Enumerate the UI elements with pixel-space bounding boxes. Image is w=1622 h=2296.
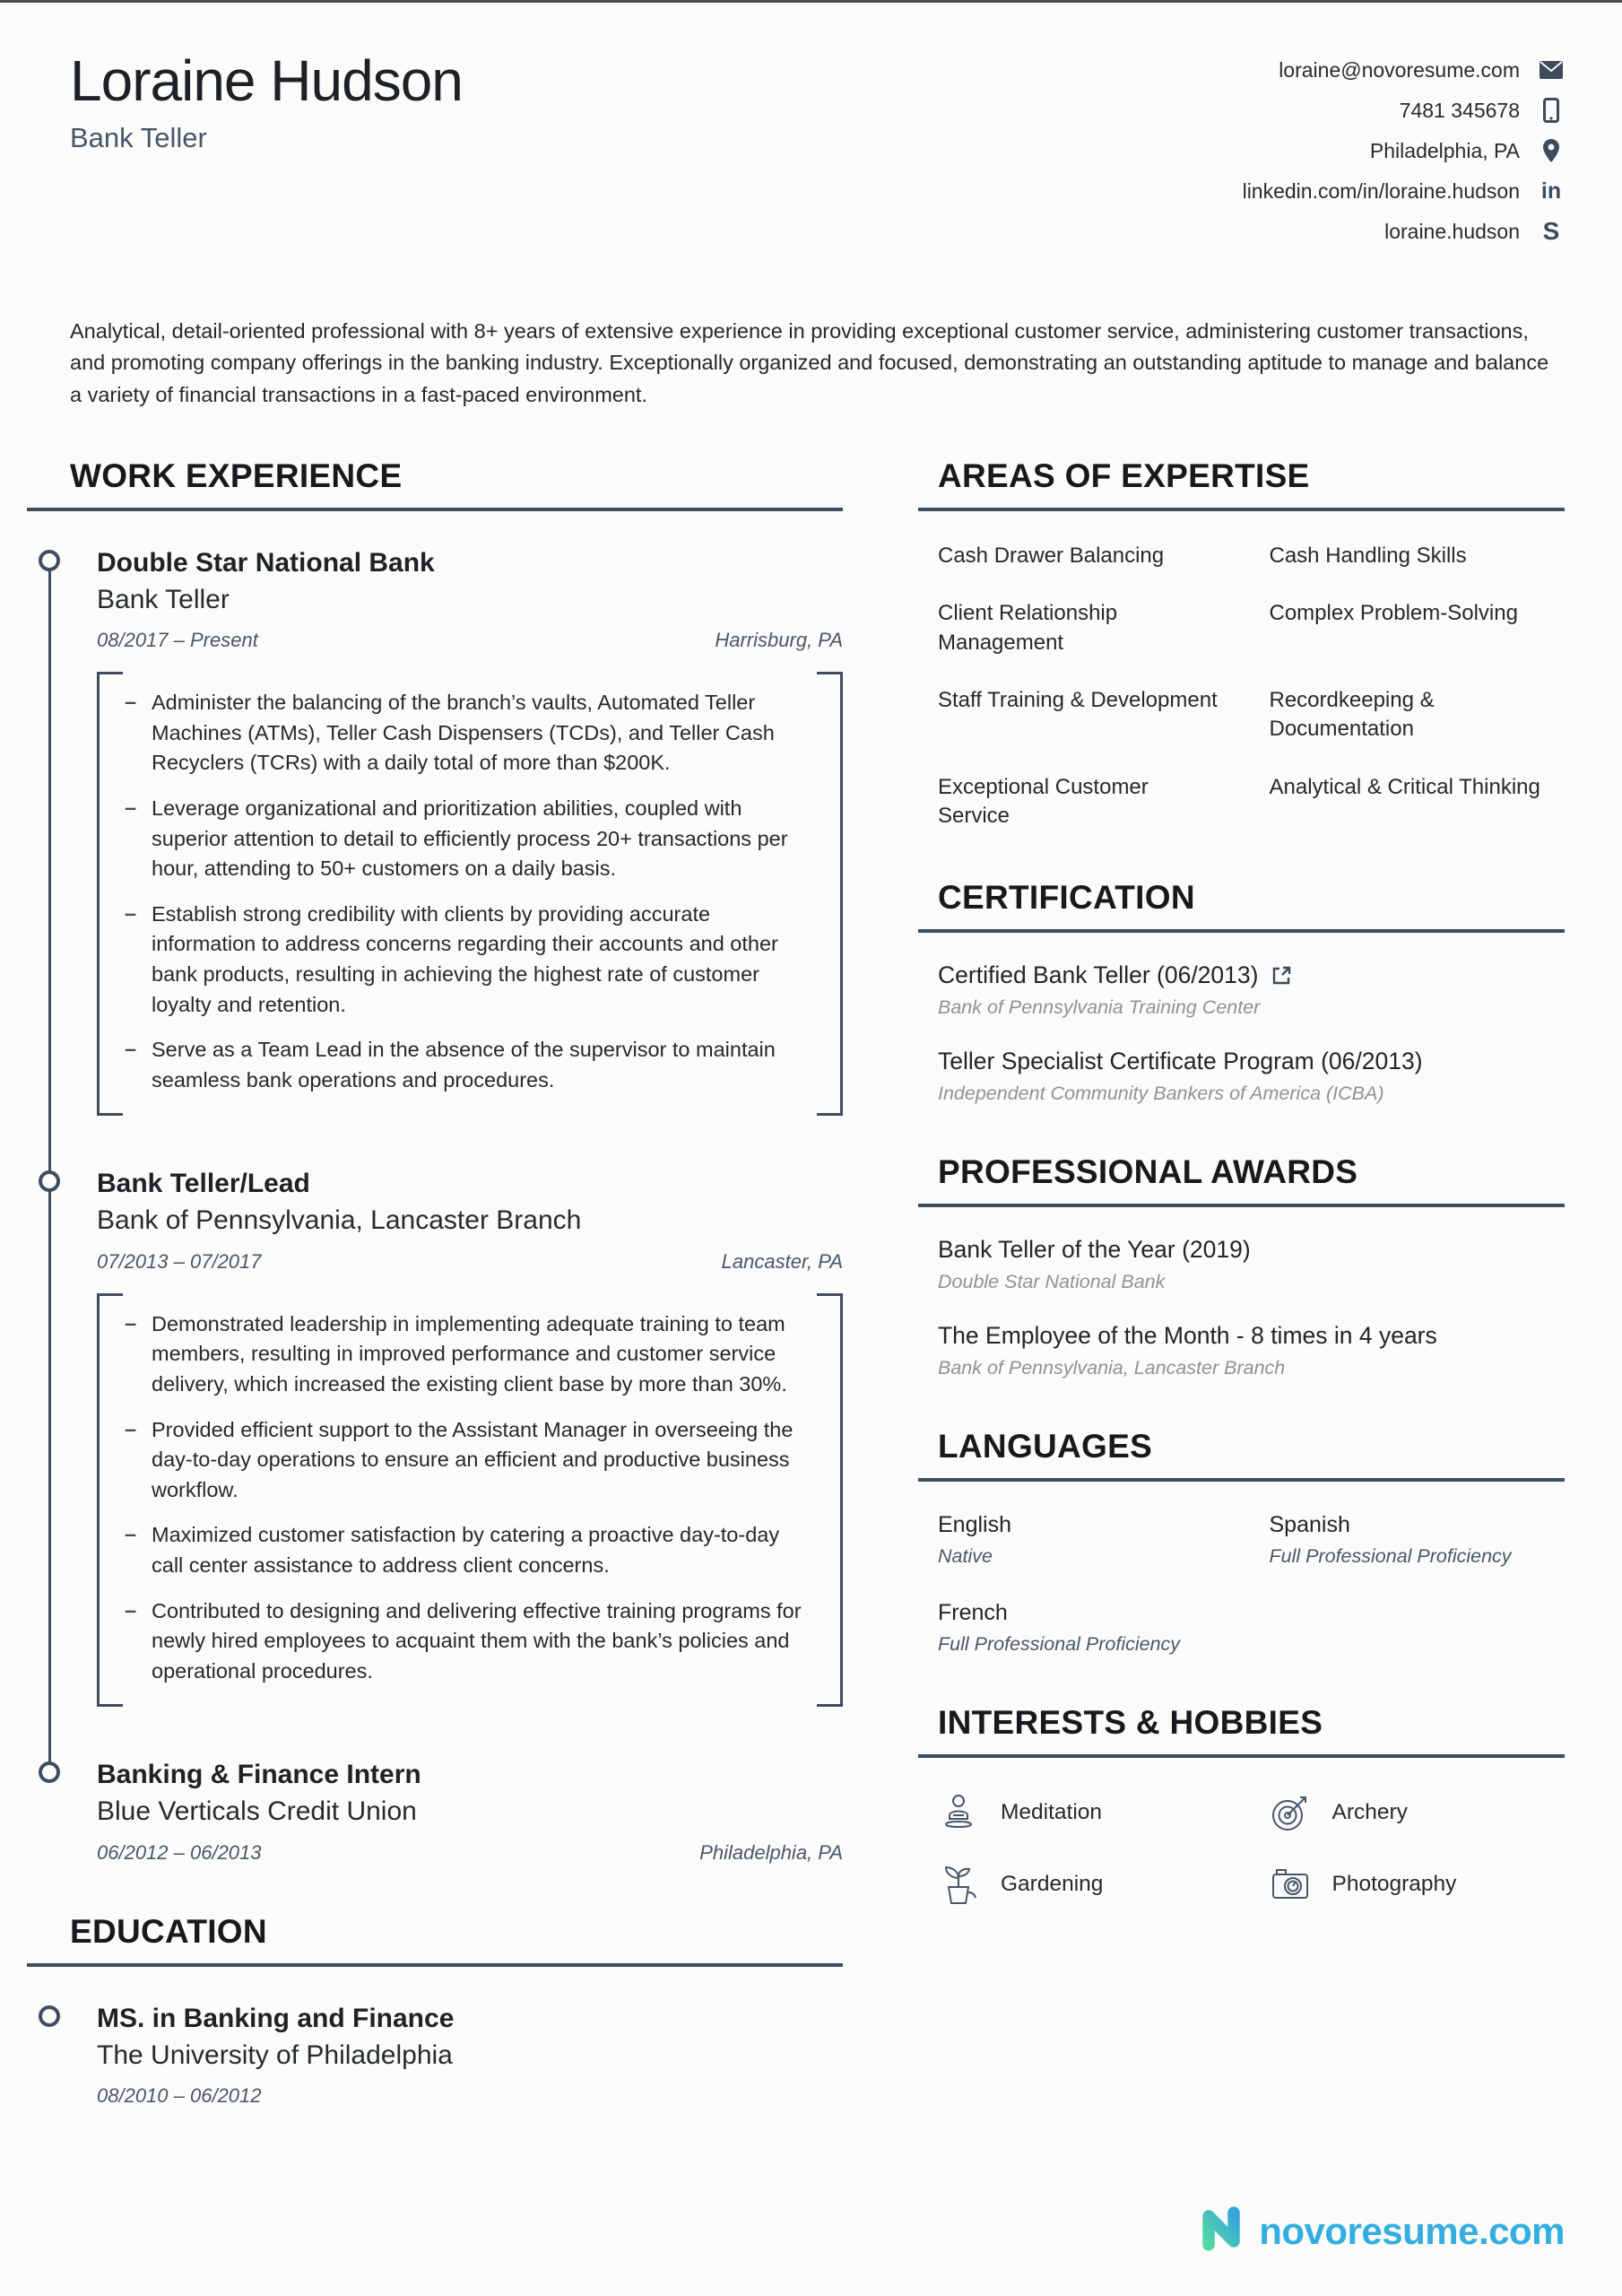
contact-location-value: Philadelphia, PA xyxy=(1369,138,1520,162)
section-divider xyxy=(918,1754,1565,1758)
person-job-title: Bank Teller xyxy=(70,122,207,154)
hobby-label: Archery xyxy=(1331,1800,1408,1825)
novoresume-logo-icon xyxy=(1196,2204,1246,2258)
section-divider xyxy=(918,1204,1565,1207)
hobby-label: Photography xyxy=(1331,1872,1457,1897)
section-divider xyxy=(27,508,843,511)
brand-name: novoresume.com xyxy=(1259,2209,1565,2252)
timeline-line xyxy=(48,1168,51,1759)
certification-item xyxy=(938,1048,1565,1105)
header xyxy=(70,48,1565,258)
hobby-label: Gardening xyxy=(1001,1872,1104,1897)
timeline-line xyxy=(48,560,51,1169)
footer-brand[interactable] xyxy=(1196,2204,1565,2258)
language-name: French xyxy=(938,1600,1008,1626)
certification-title xyxy=(938,1048,1565,1075)
award-item xyxy=(938,1236,1565,1293)
skill-item: Staff Training & Development xyxy=(938,687,1218,712)
hobbies-grid xyxy=(938,1792,1565,1905)
work-entry xyxy=(70,1759,843,1865)
awards-section xyxy=(938,1153,1565,1379)
job-bullet: – Serve as a Team Lead in the absence of the supervisor to maintain seamless bank operations and procedures. xyxy=(125,1035,815,1095)
job-company: Blue Verticals Credit Union xyxy=(97,1796,417,1827)
award-title: The Employee of the Month - 8 times in 4 years xyxy=(938,1322,1437,1350)
certification-heading: CERTIFICATION xyxy=(938,879,1195,917)
skill-item: Exceptional Customer Service xyxy=(938,774,1149,829)
languages-grid xyxy=(938,1512,1565,1656)
work-experience-heading: WORK EXPERIENCE xyxy=(70,457,403,494)
certification-section xyxy=(938,879,1565,1105)
job-role: Bank Teller/Lead xyxy=(97,1169,310,1199)
job-location: Harrisburg, PA xyxy=(715,629,843,652)
skill-item: Cash Handling Skills xyxy=(1269,543,1467,568)
certification-title-text: Certified Bank Teller (06/2013) xyxy=(938,961,1259,989)
hobbies-section xyxy=(938,1704,1565,1905)
contact-phone[interactable] xyxy=(1243,97,1565,124)
language-level: Native xyxy=(938,1545,993,1568)
contact-list xyxy=(1243,57,1565,258)
hobbies-heading: INTERESTS & HOBBIES xyxy=(938,1704,1323,1742)
skill-item: Complex Problem-Solving xyxy=(1269,601,1518,626)
job-meta xyxy=(97,1250,843,1274)
education-heading: EDUCATION xyxy=(70,1912,267,1950)
identity-block xyxy=(70,48,463,154)
person-name: Loraine Hudson xyxy=(70,48,463,113)
award-item xyxy=(938,1322,1565,1379)
main-columns xyxy=(70,457,1565,2157)
certification-title xyxy=(938,961,1565,989)
job-bullet: – Administer the balancing of the branch’s vaults, Automated Teller Machines (ATMs), Teller Cash Dispensers (TCDs), and Teller Cash Recyclers (TCRs) with a daily total of more than $200K. xyxy=(125,688,815,778)
hobby-item xyxy=(938,1792,1234,1833)
language-name: Spanish xyxy=(1269,1512,1350,1538)
school: The University of Philadelphia xyxy=(97,2039,453,2070)
section-divider xyxy=(27,1963,843,1967)
skill-item: Recordkeeping & Documentation xyxy=(1269,687,1435,742)
contact-location xyxy=(1243,137,1565,164)
section-divider xyxy=(918,1478,1565,1482)
left-column xyxy=(70,457,843,2157)
contact-skype[interactable] xyxy=(1243,218,1565,245)
award-org: Bank of Pennsylvania, Lancaster Branch xyxy=(938,1357,1286,1379)
job-meta xyxy=(97,1841,843,1865)
language-item xyxy=(938,1512,1234,1568)
gardening-icon xyxy=(938,1864,979,1905)
timeline-dot xyxy=(39,1170,60,1192)
education-section xyxy=(70,1913,843,2109)
linkedin-icon: in xyxy=(1540,178,1562,204)
contact-linkedin[interactable] xyxy=(1243,178,1565,204)
work-entry xyxy=(70,547,843,1117)
job-role: Bank Teller xyxy=(97,584,230,614)
skill-item: Analytical & Critical Thinking xyxy=(1269,774,1540,799)
education-dates: 08/2010 – 06/2012 xyxy=(97,2084,262,2108)
hobby-item xyxy=(1270,1864,1566,1905)
skills-grid xyxy=(938,542,1565,831)
languages-section xyxy=(938,1428,1565,1656)
work-entries xyxy=(70,547,843,1865)
hobby-item xyxy=(938,1864,1234,1905)
contact-email[interactable] xyxy=(1243,57,1565,83)
job-bullet-list xyxy=(125,688,815,1095)
meditation-icon xyxy=(938,1792,979,1833)
certification-org: Bank of Pennsylvania Training Center xyxy=(938,996,1261,1019)
job-bullet: – Leverage organizational and prioritization abilities, coupled with superior attention to detail to efficiently process 20+ transactions per hour, attending to 50+ customers on a daily basis. xyxy=(125,794,815,884)
external-link-icon[interactable] xyxy=(1271,965,1292,987)
hobby-item xyxy=(1270,1792,1566,1833)
expertise-section xyxy=(938,457,1565,831)
job-dates: 06/2012 – 06/2013 xyxy=(97,1840,262,1864)
expertise-heading: AREAS OF EXPERTISE xyxy=(938,457,1310,494)
contact-email-value: loraine@novoresume.com xyxy=(1279,57,1520,82)
archery-icon xyxy=(1270,1792,1311,1833)
job-location: Lancaster, PA xyxy=(721,1249,843,1273)
job-bullet: – Provided efficient support to the Assistant Manager in overseeing the day-to-day operations to ensure an efficient and productive business workflow. xyxy=(125,1415,815,1506)
language-level: Full Professional Proficiency xyxy=(938,1633,1181,1656)
job-bullets-frame xyxy=(97,1293,843,1708)
job-dates: 08/2017 – Present xyxy=(97,629,258,652)
timeline-dot xyxy=(39,1761,60,1783)
timeline-dot xyxy=(39,550,60,571)
job-meta xyxy=(97,629,843,652)
contact-phone-value: 7481 345678 xyxy=(1399,98,1520,122)
certification-item xyxy=(938,961,1565,1019)
hobby-label: Meditation xyxy=(1001,1800,1103,1825)
education-entry xyxy=(70,2003,843,2109)
skill-item: Client Relationship Management xyxy=(938,601,1118,655)
job-bullet: – Contributed to designing and delivering effective training programs for newly hired employees to acquaint them with the bank’s policies and operational procedures. xyxy=(125,1596,815,1687)
work-entry xyxy=(70,1168,843,1707)
right-column xyxy=(938,457,1565,2157)
location-pin-icon xyxy=(1538,137,1565,164)
contact-skype-value: loraine.hudson xyxy=(1384,219,1520,243)
photography-icon xyxy=(1270,1864,1311,1905)
job-role: Banking & Finance Intern xyxy=(97,1760,421,1790)
section-divider xyxy=(918,929,1565,933)
degree: MS. in Banking and Finance xyxy=(97,2003,455,2033)
education-entries xyxy=(70,2003,843,2109)
education-meta xyxy=(97,2084,843,2108)
contact-linkedin-value: linkedin.com/in/loraine.hudson xyxy=(1242,178,1520,203)
certification-title-text: Teller Specialist Certificate Program (06/2013) xyxy=(938,1048,1423,1075)
job-company: Double Star National Bank xyxy=(97,547,435,578)
section-divider xyxy=(918,508,1565,511)
phone-icon xyxy=(1538,97,1565,124)
job-bullet: – Establish strong credibility with clients by providing accurate information to address concerns regarding their accounts and other bank products, resulting in achieving the highest rate of customer loyalty and retention. xyxy=(125,900,815,1020)
award-org: Double Star National Bank xyxy=(938,1271,1166,1293)
job-company: Bank of Pennsylvania, Lancaster Branch xyxy=(97,1205,582,1236)
language-level: Full Professional Proficiency xyxy=(1269,1545,1512,1568)
timeline-dot xyxy=(39,2005,60,2027)
language-name: English xyxy=(938,1512,1011,1538)
award-title: Bank Teller of the Year (2019) xyxy=(938,1236,1251,1264)
job-dates: 07/2013 – 07/2017 xyxy=(97,1249,262,1273)
job-location: Philadelphia, PA xyxy=(699,1840,843,1864)
skill-item: Cash Drawer Balancing xyxy=(938,543,1165,568)
job-bullet: – Demonstrated leadership in implementing adequate training to team members, resulting in improved performance and customer service delivery, which increased the existing client base by more than 30%. xyxy=(125,1309,815,1400)
job-bullets-frame xyxy=(97,672,843,1116)
languages-heading: LANGUAGES xyxy=(938,1428,1153,1465)
language-item xyxy=(1270,1512,1566,1568)
job-bullet: – Maximized customer satisfaction by catering a proactive day-to-day call center assistance to address client concerns. xyxy=(125,1520,815,1580)
job-bullet-list xyxy=(125,1309,815,1687)
certification-org: Independent Community Bankers of America (ICBA) xyxy=(938,1083,1384,1105)
professional-summary: Analytical, detail-oriented professional with 8+ years of extensive experience in providing exceptional customer service, administering customer transactions, and promoting company offerings in the banking industry. Exceptionally organized and focused, demonstrating an outstanding aptitude to manage and balance a variety of financial transactions in a fast-paced environment. xyxy=(70,319,1549,406)
email-icon xyxy=(1538,57,1565,83)
language-item xyxy=(938,1600,1234,1656)
work-experience-section xyxy=(70,457,843,1865)
skype-icon: S xyxy=(1542,217,1560,245)
awards-heading: PROFESSIONAL AWARDS xyxy=(938,1153,1358,1191)
